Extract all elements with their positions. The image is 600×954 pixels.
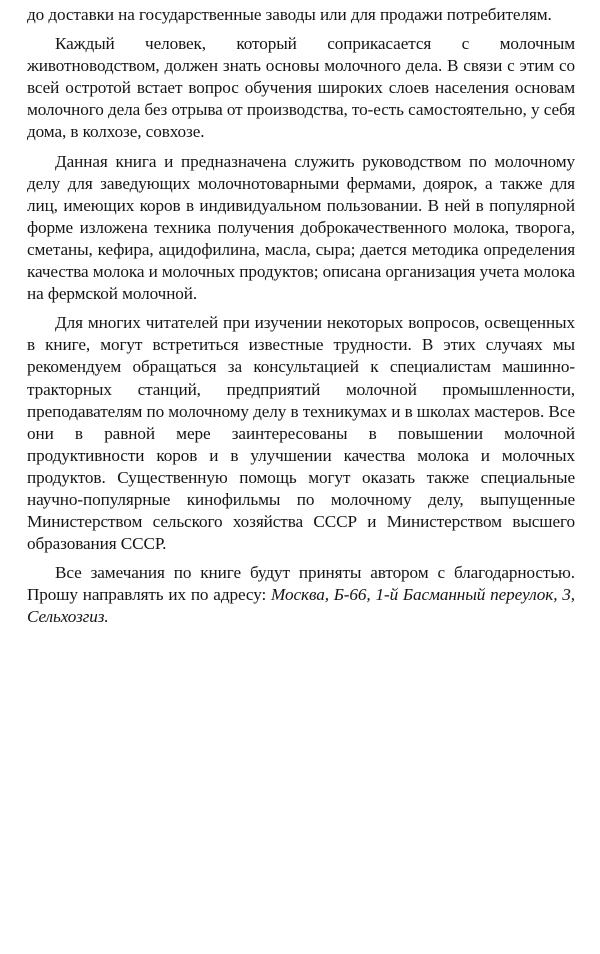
closing-text: Все замечания по книге будут приняты автором с благодарностью. Прошу направлять их по адресу:: [27, 563, 575, 605]
paragraph-dairy-knowledge: Каждый человек, который соприкасается с молочным животноводством, должен знать основы молочного дела. В связи с этим со всей остротой встает вопрос обучения широких слоев населения основам молочного дела без отрыва от производства, то-есть самостоятельно, у себя дома, в колхозе, совхозе.: [27, 34, 575, 142]
paragraph-intro-continuation: до доставки на государственные заводы или для продажи потребителям.: [27, 5, 552, 24]
paragraph-book-purpose: Данная книга и предназначена служить руководством по молочному делу для заведующих молочнотоварными фермами, доярок, а также для лиц, имеющих коров в индивидуальном пользовании. В ней в популярной форме изложена техника получения доброкачественного молока, творога, сметаны, кефира, ацидофилина, масла, сыра; дается методика определения качества молока и молочных продуктов; описана организация учета молока на фермской молочной.: [27, 151, 575, 304]
paragraph-consultation: Для многих читателей при изучении некоторых вопросов, освещенных в книге, могут встретиться известные трудности. В этих случаях мы рекомендуем обращаться за консультацией к специалистам машинно-тракторных станций, предприятий молочной промышленности, преподавателям по молочному делу в техникумах и в школах мастеров. Все они в равной мере заинтересованы в повышении молочной продуктивности коров и в улучшении качества молока и молочных продуктов. Существенную помощь могут оказать также специальные научно-популярные кинофильмы по молочному делу, выпущенные Министерством сельского хозяйства СССР и Министерством высшего образования СССР.: [27, 313, 575, 554]
paragraph-closing: [27, 562, 575, 628]
page-text: [27, 4, 575, 629]
publisher-address: Москва, Б-66, 1-й Басманный переулок, 3, Сельхозгиз.: [27, 585, 575, 627]
